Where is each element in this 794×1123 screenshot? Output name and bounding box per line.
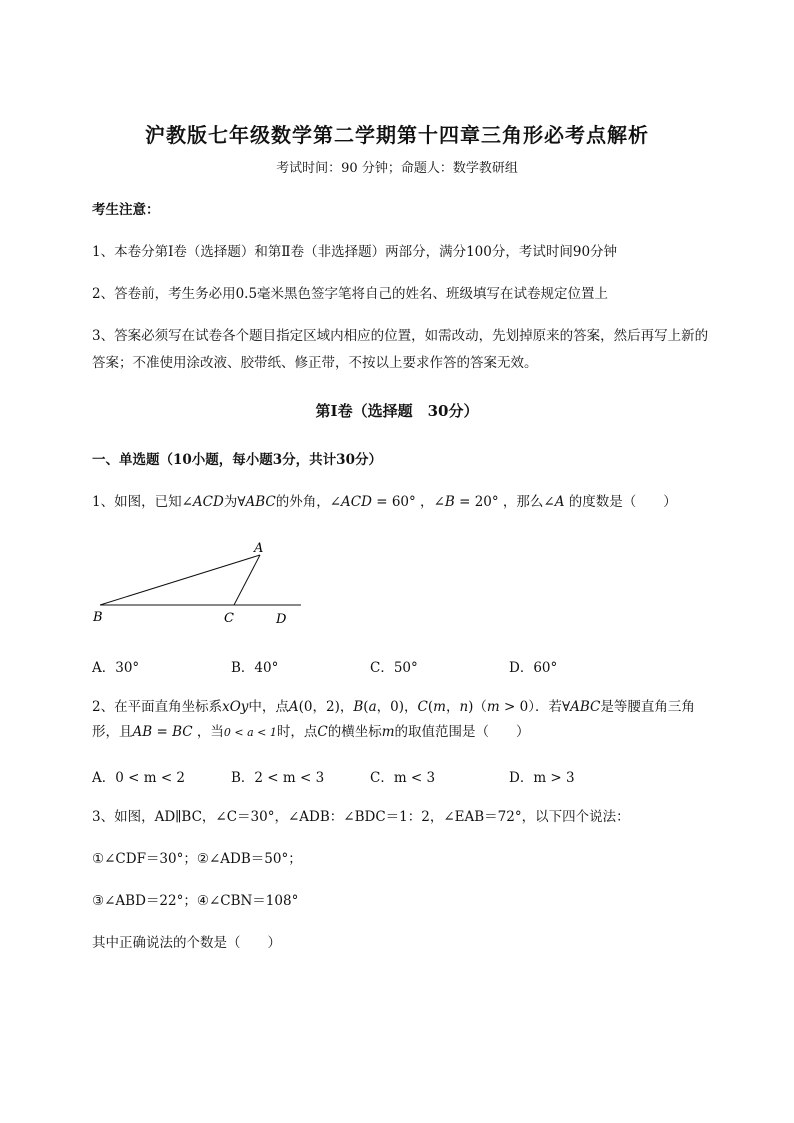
q2-text: 的横坐标 [327,724,382,740]
line-ac [234,555,260,605]
q1-triangle-figure [88,536,308,628]
q2-var: AB [132,724,153,740]
q2-var: BC [172,724,193,740]
label-b: B [93,610,103,625]
question-3-stem: 3、如图，AD∥BC，∠C＝30°，∠ADB：∠BDC＝1：2，∠EAB＝72°，以下四个说法： [92,809,630,825]
q2-var: B [353,699,364,715]
q2-text: = [152,724,173,740]
q2-text: 是等腰直角三角 [600,699,695,715]
q2-text: ，0)， [376,699,418,715]
q2-text: ， [445,699,460,715]
q2-triangle: ∀ABC [561,699,601,715]
q2-var: C [317,724,328,740]
q1-text: 的度数是（ ） [564,494,677,510]
q2-var: a [368,699,377,715]
q1-angle-a: ∠A [543,494,565,510]
q2-var: m [433,699,446,715]
q2-text: )（ [468,699,487,715]
q1-text: ，那么 [498,494,544,510]
notice-item-1: 1、本卷分第Ⅰ卷（选择题）和第Ⅱ卷（非选择题）两部分，满分100分，考试时间90分钟 [92,244,618,260]
q2-text: 时，点 [276,724,318,740]
q2-var: xOy [222,699,249,715]
q2-var: m [486,699,500,715]
notice-item-2: 2、答卷前，考生务必用0.5毫米黑色签字笔将自己的姓名、班级填写在试卷规定位置上 [92,286,609,302]
q1-text: 为 [223,494,238,510]
q2-condition: 0 < a < 1 [223,726,277,739]
exam-subtitle: 考试时间：90 分钟；命题人：数学教研组 [276,161,518,176]
page-title: 沪教版七年级数学第二学期第十四章三角形必考点解析 [145,123,649,147]
notice-item-3: 3、答案必须写在试卷各个题目指定区域内相应的位置，如需改动，先划掉原来的答案，然后再写上新的答案；不准使用涂改液、胶带纸、修正带，不按以上要求作答的答案无效。 [92,328,709,371]
q2-text: 2、在平面直角坐标系 [92,699,223,715]
question-1-stem [92,492,677,512]
q2-text: 中，点 [248,699,289,715]
question-2-stem-line-2 [92,722,530,743]
q2-text: ( [363,699,369,715]
part-title: 第Ⅰ卷（选择题 30分） [315,402,479,420]
q2-var: C [417,699,428,715]
question-2-stem-line-1 [92,697,695,717]
question-3-statement-3-4: ③∠ABD＝22°；④∠CBN＝108° [92,893,299,909]
q2-var: m [381,724,395,740]
q1-option-c: C．50° [370,660,418,676]
label-a: A [254,541,264,556]
q1-value: = 20° [454,494,499,510]
q1-angle-b: ∠B [433,494,455,510]
q1-option-d: D．60° [509,660,558,676]
section-heading: 一、单选题（10小题，每小题3分，共计30分） [92,452,382,468]
q2-text: (0，2)， [298,699,354,715]
q1-angle-acd: ∠ACD [181,494,224,510]
notice-heading: 考生注意： [92,202,160,218]
q1-angle-acd: ∠ACD [329,494,372,510]
q2-text: ，当 [192,724,224,740]
q2-text: > 0）．若 [499,699,562,715]
q2-text: 形，且 [92,724,133,740]
q1-triangle: ∀ABC [237,494,276,510]
label-d: D [276,612,287,627]
q1-text: 1、如图，已知 [92,494,182,510]
q2-option-a: A．0 < m < 2 [92,770,186,786]
q1-option-a: A．30° [92,660,140,676]
question-3-statement-1-2: ①∠CDF＝30°；②∠ADB＝50°； [92,851,302,867]
q2-option-b: B．2 < m < 3 [231,770,325,786]
label-c: C [224,611,234,626]
question-3-prompt: 其中正确说法的个数是（ ） [92,935,281,951]
q1-text: 的外角， [275,494,330,510]
q1-text: ， [415,494,434,510]
q2-text: ( [427,699,434,715]
line-ba [100,555,260,605]
q2-var: n [459,699,469,715]
q1-value: = 60° [371,494,416,510]
q1-option-b: B．40° [231,660,279,676]
q2-var: A [288,699,299,715]
q2-option-d: D．m > 3 [509,770,575,786]
q2-option-c: C．m < 3 [370,770,436,786]
q2-text: 的取值范围是（ ） [394,724,530,740]
